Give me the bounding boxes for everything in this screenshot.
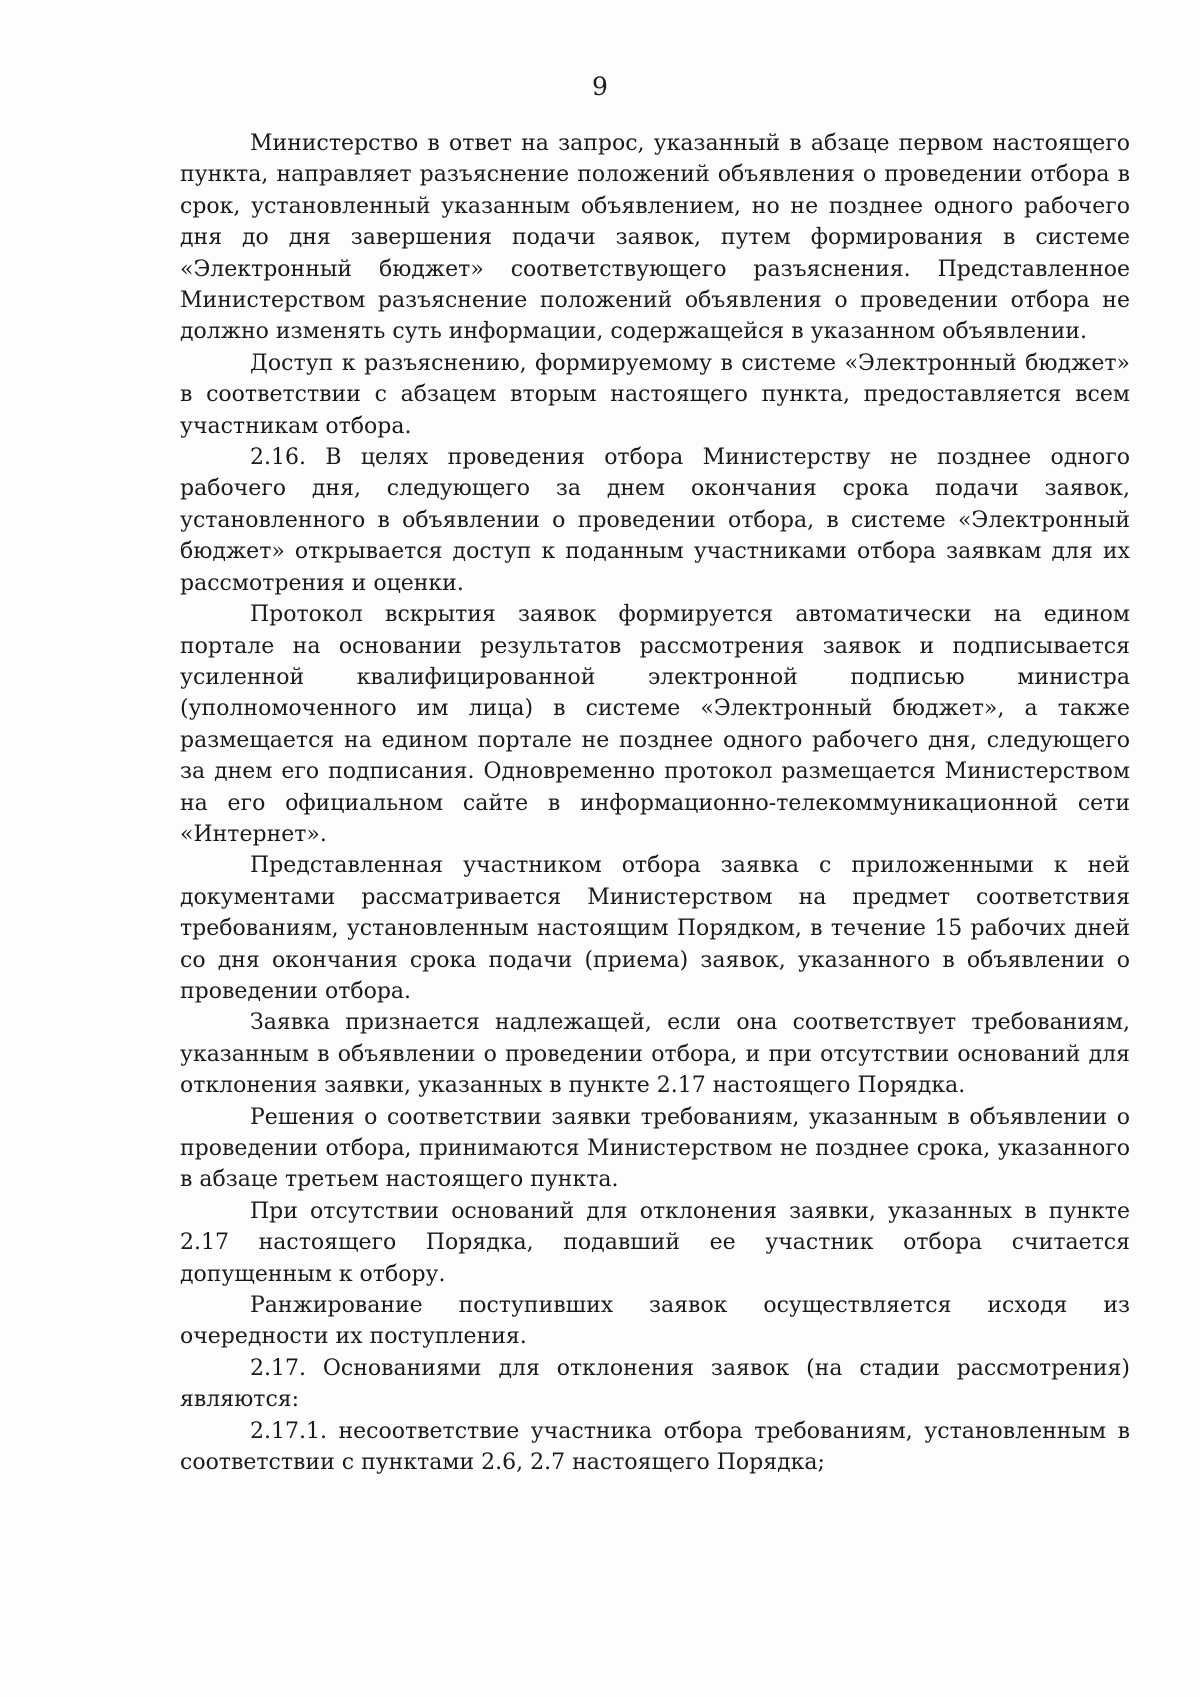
document-body [180,128,1130,1478]
paragraph-application-review: Представленная участником отбора заявка с приложенными к ней документами рассматривается Министерством на предмет соответствия требованиям, установленным настоящим Порядком, в течение 15 рабочих дней со дня окончания срока подачи (приема) заявок, указанного в объявлении о проведении отбора. [180,853,1130,1004]
paragraph-2-17-1: 2.17.1. несоответствие участника отбора требованиям, установленным в соответствии с пунктами 2.6, 2.7 настоящего Порядка; [180,1418,1130,1476]
paragraph-clarification-response: Министерство в ответ на запрос, указанный в абзаце первом настоящего пункта, направляет разъяснение положений объявления о проведении отбора в срок, установленный указанным объявлением, но не позднее одного рабочего дня до дня завершения подачи заявок, путем формирования в системе «Электронный бюджет» соответствующего разъяснения. Представленное Министерством разъяснение положений объявления о проведении отбора не должно изменять суть информации, содержащейся в указанном объявлении. [180,131,1130,345]
paragraph-2-17: 2.17. Основаниями для отклонения заявок (на стадии рассмотрения) являются: [180,1355,1130,1413]
paragraph-ranking: Ранжирование поступивших заявок осуществляется исходя из очередности их поступления. [180,1293,1130,1350]
paragraph-application-proper: Заявка признается надлежащей, если она соответствует требованиям, указанным в объявлении о проведении отбора, и при отсутствии оснований для отклонения заявки, указанных в пункте 2.17 настоящего Порядка. [180,1010,1130,1099]
paragraph-admission: При отсутствии оснований для отклонения заявки, указанных в пункте 2.17 настоящего Порядка, подавший ее участник отбора считается допущенным к отбору. [180,1198,1130,1287]
paragraph-2-16: 2.16. В целях проведения отбора Министерству не позднее одного рабочего дня, следующего за днем окончания срока подачи заявок, установленного в объявлении о проведении отбора, в системе «Электронный бюджет» открывается доступ к поданным участниками отбора заявкам для их рассмотрения и оценки. [180,445,1130,596]
paragraph-clarification-access: Доступ к разъяснению, формируемому в системе «Электронный бюджет» в соответствии с абзацем вторым настоящего пункта, предоставляется всем участникам отбора. [180,350,1130,439]
paragraph-opening-protocol: Протокол вскрытия заявок формируется автоматически на едином портале на основании результатов рассмотрения заявок и подписывается усиленной квалифицированной электронной подписью министра (уполномоченного им лица) в системе «Электронный бюджет», а также размещается на едином портале не позднее одного рабочего дня, следующего за днем его подписания. Одновременно протокол размещается Министерством на его официальном сайте в информационно-телекоммуникационной сети «Интернет». [180,602,1130,847]
paragraph-compliance-decision: Решения о соответствии заявки требованиям, указанным в объявлении о проведении отбора, принимаются Министерством не позднее срока, указанного в абзаце третьем настоящего пункта. [180,1104,1130,1193]
page-number: 9 [592,72,608,101]
